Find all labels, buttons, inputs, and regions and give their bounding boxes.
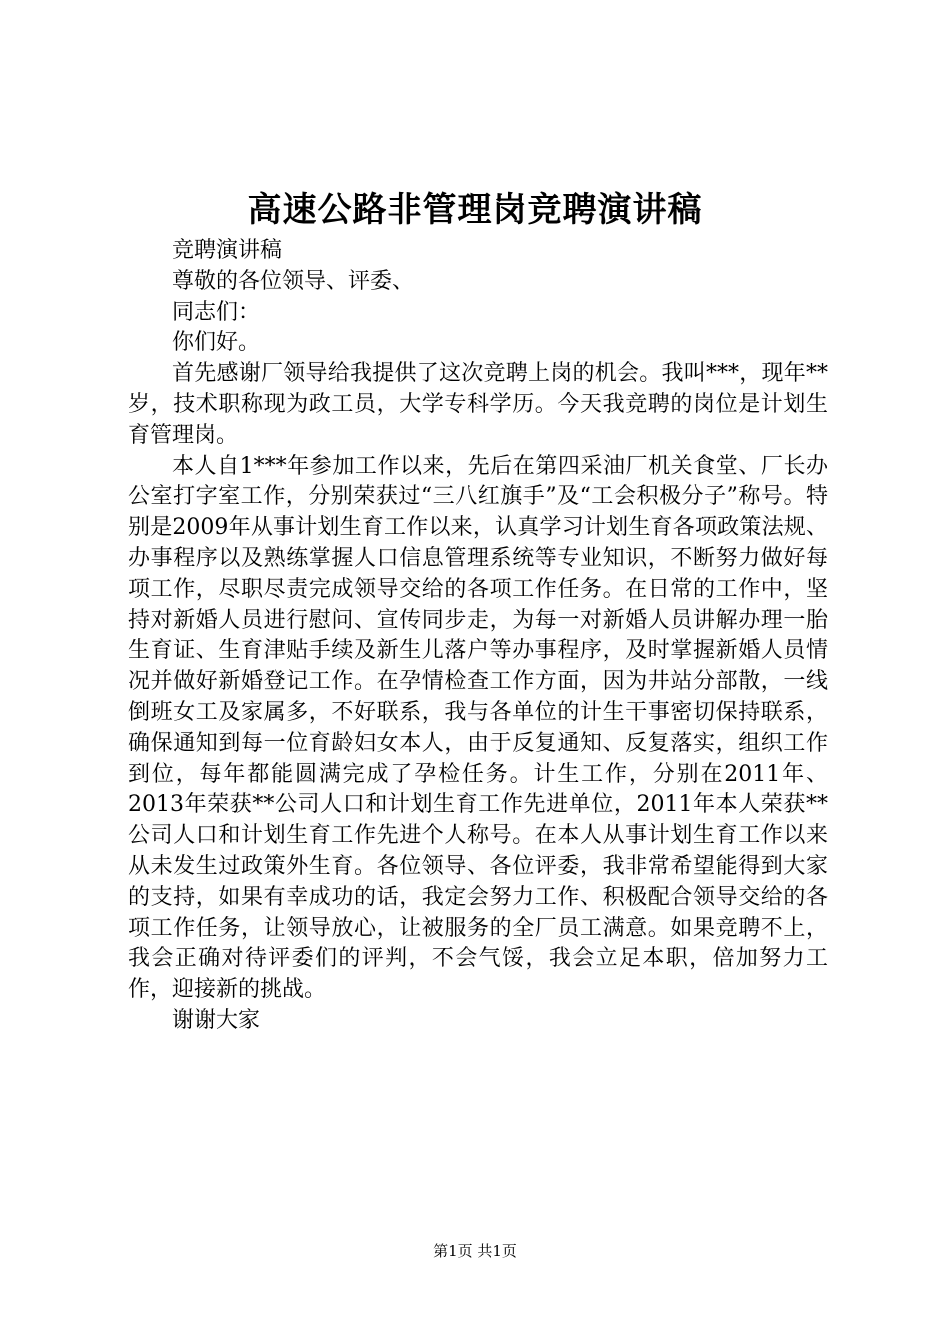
page-number: 第1页 共1页: [433, 1242, 517, 1260]
document-title: 高速公路非管理岗竞聘演讲稿: [247, 190, 703, 230]
page-footer: [0, 1240, 950, 1262]
paragraph-closing: 谢谢大家: [172, 1007, 261, 1033]
paragraph-greeting: 你们好。: [172, 330, 261, 356]
paragraph-main-body: 本人自1***年参加工作以来，先后在第四采油厂机关食堂、厂长办公室打字室工作，分别荣获过“三八红旗手”及“工会积极分子”称号。特别是2009年从事计划生育工作以来，认真学习计划生育各项政策法规、办事程序以及熟练掌握人口信息管理系统等专业知识，不断努力做好每项工作，尽职尽责完成领导交给的各项工作任务。在日常的工作中，坚持对新婚人员进行慰问、宣传同步走，为每一对新婚人员讲解办理一胎生育证、生育津贴手续及新生儿落户等办事程序，及时掌握新婚人员情况并做好新婚登记工作。在孕情检查工作方面，因为井站分部散，一线倒班女工及家属多，不好联系，我与各单位的计生干事密切保持联系，确保通知到每一位育龄妇女本人，由于反复通知、反复落实，组织工作到位，每年都能圆满完成了孕检任务。计生工作，分别在2011年、2013年荣获**公司人口和计划生育工作先进单位，2011年本人荣获**公司人口和计划生育工作先进个人称号。在本人从事计划生育工作以来从未发生过政策外生育。各位领导、各位评委，我非常希望能得到大家的支持，如果有幸成功的话，我定会努力工作、积极配合领导交给的各项工作任务，让领导放心，让被服务的全厂员工满意。如果竞聘不上，我会正确对待评委们的评判，不会气馁，我会立足本职，倍加努力工作，迎接新的挑战。: [128, 453, 828, 1003]
paragraph-introduction: 首先感谢厂领导给我提供了这次竞聘上岗的机会。我叫***，现年**岁，技术职称现为政工员，大学专科学历。今天我竞聘的岗位是计划生育管理岗。: [128, 361, 828, 448]
paragraph-heading: 竞聘演讲稿: [172, 238, 283, 263]
paragraph-salutation: 尊敬的各位领导、评委、: [172, 268, 415, 294]
document-body: [128, 236, 828, 1037]
paragraph-salutation-2: 同志们：: [172, 299, 261, 325]
